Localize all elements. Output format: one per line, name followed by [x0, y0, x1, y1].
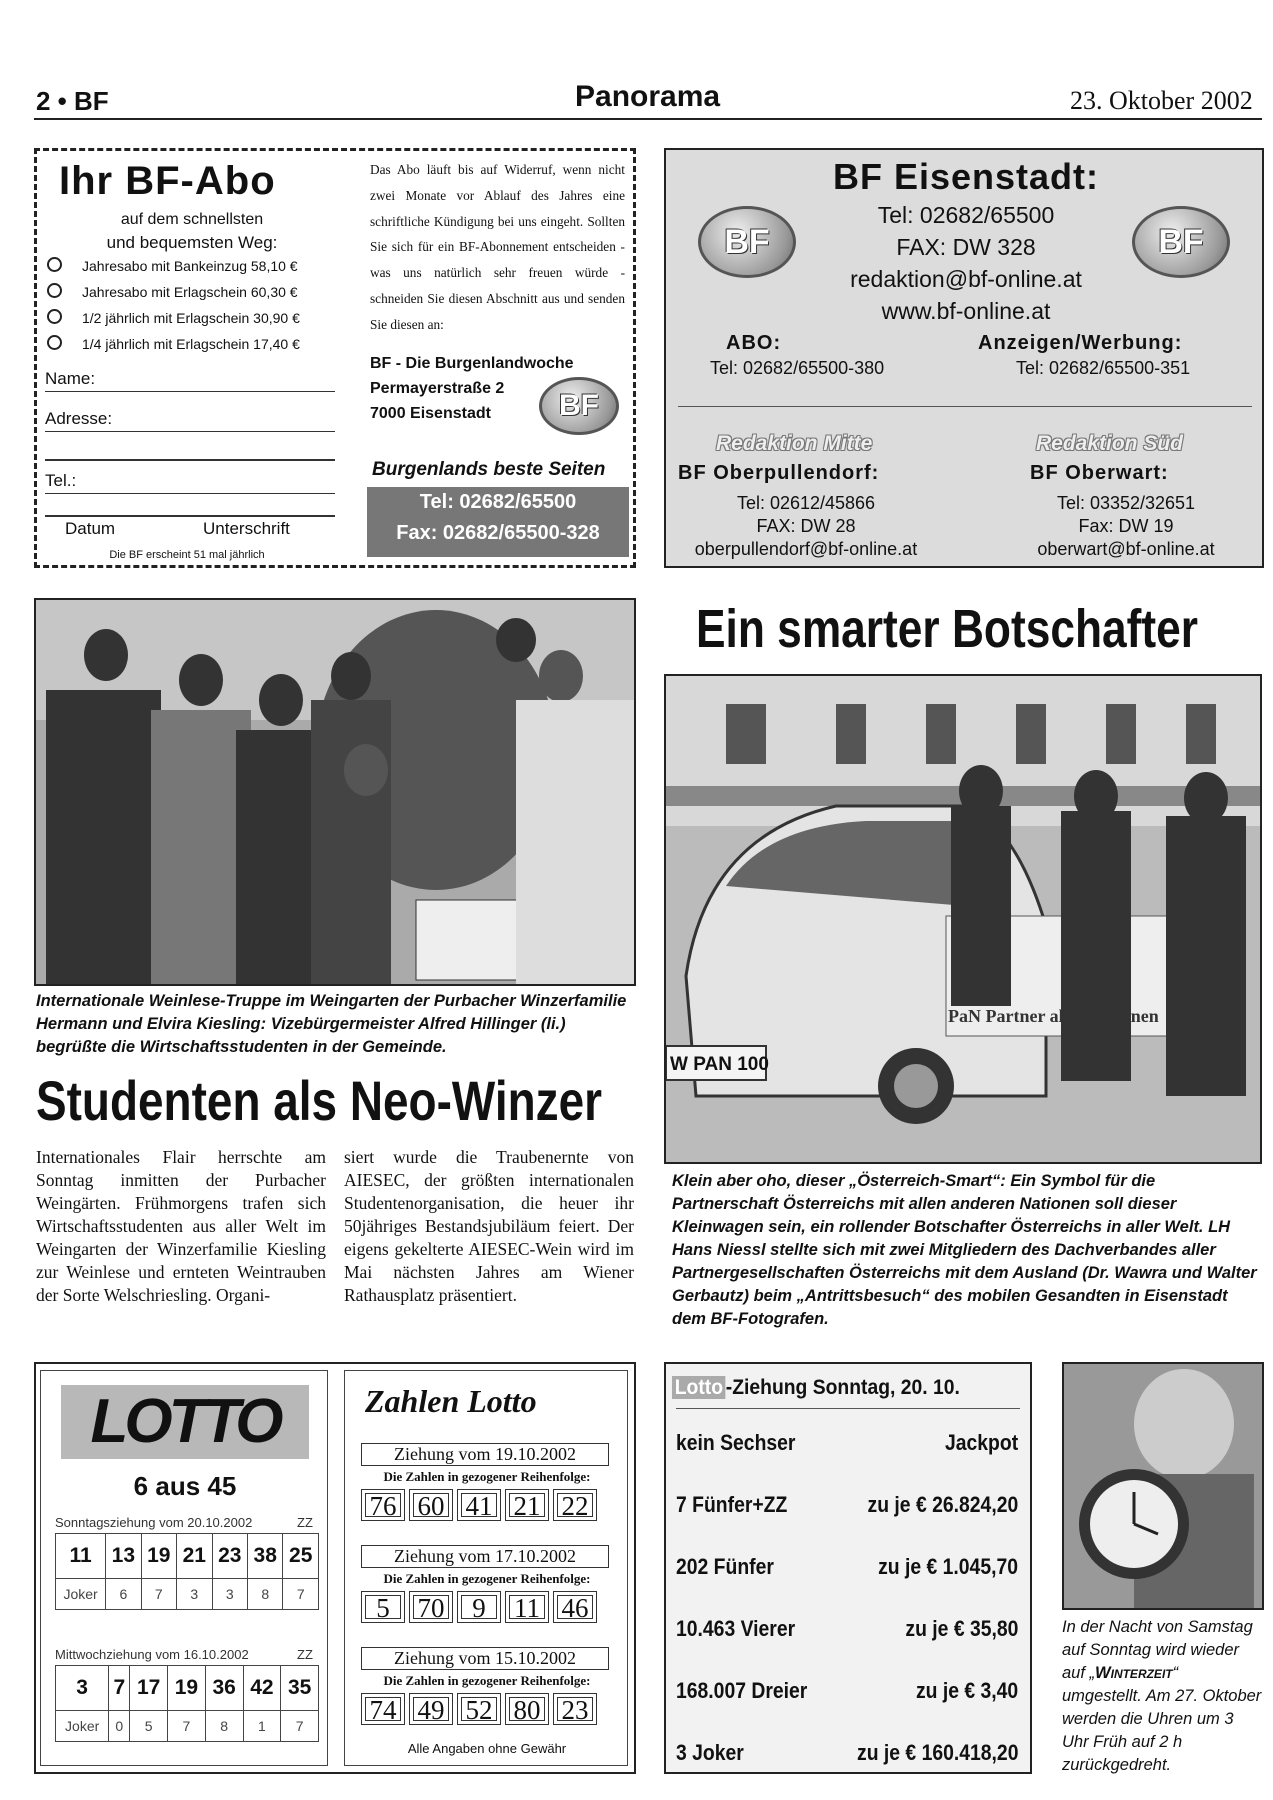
lotto-numbers-table — [55, 1665, 319, 1742]
zusatzzahl-label: ZZ — [297, 1647, 313, 1662]
payout-amount: zu je € 160.418,20 — [856, 1740, 1018, 1765]
signature-line[interactable] — [45, 515, 335, 517]
abo-terms: Das Abo läuft bis auf Widerruf, wenn nicht zwei Monate vor Ablauf des Jahres eine schriftliche Kündigung bei uns eingeht. Sollten Sie sich für ein BF-Abonnement entscheiden - was uns natürlich sehr freuen würde - schneiden Sie diesen Abschnitt aus und senden Sie diesen an: — [370, 162, 625, 332]
payout-divider — [676, 1408, 1020, 1409]
bf-logo-icon: BF — [1132, 206, 1230, 278]
lotto-number: 38 — [247, 1534, 282, 1579]
radio-circle-icon[interactable] — [47, 309, 62, 324]
contact-box — [664, 148, 1264, 568]
zahlenlotto-number: 80 — [505, 1693, 549, 1725]
zahlenlotto-draw-title: Ziehung vom 15.10.2002 — [361, 1647, 609, 1670]
phone-field[interactable]: Tel.: — [45, 471, 335, 494]
joker-digit: 3 — [212, 1579, 247, 1610]
payout-tier: 3 Joker — [676, 1740, 744, 1765]
office-contact: Tel: 02612/45866 FAX: DW 28 oberpullendorf@bf-online.at — [694, 493, 918, 559]
signature-label: Unterschrift — [203, 519, 290, 538]
zahlenlotto-number: 52 — [457, 1693, 501, 1725]
abo-option[interactable]: 1/2 jährlich mit Erlagschein 30,90 € — [47, 309, 300, 326]
winterzeit-caption: In der Nacht von Samstag auf Sonntag wird wieder auf „Winterzeit“ umgestellt. Am 27. Oktober werden die Uhren um 3 Uhr Früh auf 2 h zurückgedreht. — [1062, 1618, 1262, 1774]
zahlenlotto-number: 70 — [409, 1591, 453, 1623]
lotto-payout-box — [664, 1362, 1032, 1774]
payout-title: Lotto -Ziehung Sonntag, 20. 10. — [672, 1376, 960, 1400]
bf-logo-icon: BF — [698, 206, 796, 278]
address-line[interactable] — [45, 459, 335, 461]
lotto-zusatzzahl: 25 — [283, 1534, 319, 1579]
lotto-draw-title: Mittwochziehung vom 16.10.2002 — [55, 1647, 249, 1662]
abo-option[interactable]: 1/4 jährlich mit Erlagschein 17,40 € — [47, 335, 300, 352]
smart-car-illustration — [666, 676, 1262, 1164]
joker-digit: 1 — [243, 1711, 281, 1742]
baby-clock-photo — [1062, 1362, 1264, 1610]
section-title: Panorama — [575, 80, 721, 113]
joker-digit: 8 — [247, 1579, 282, 1610]
zahlenlotto-panel — [344, 1370, 628, 1766]
zahlenlotto-number: 21 — [505, 1489, 549, 1521]
abo-slogan: Burgenlands beste Seiten — [372, 459, 606, 480]
zahlenlotto-number: 74 — [361, 1693, 405, 1725]
abo-phone: Tel: 02682/65500-380 — [710, 358, 885, 378]
zahlenlotto-draw-subtitle: Die Zahlen in gezogener Reihenfolge: — [383, 1673, 591, 1688]
contact-divider — [678, 406, 1252, 407]
joker-label: Joker — [56, 1579, 106, 1610]
zahlenlotto-number: 23 — [553, 1693, 597, 1725]
students-article-col2: siert wurde die Traubenernte von AIESEC, der größten internationalen Studentenorganisation, die heuer ihr 50jähriges Bestandsjubiläum feiert. Der eigens gekelterte AIESEC-Wein wird im Mai nächsten Jahres am Wiener Rathausplatz präsentiert. — [344, 1147, 634, 1305]
payout-amount: zu je € 3,40 — [915, 1678, 1018, 1703]
zusatzzahl-label: ZZ — [297, 1515, 313, 1530]
payout-tier: 10.463 Vierer — [676, 1616, 796, 1641]
lotto-numbers-table — [55, 1533, 319, 1610]
lotto-number: 13 — [106, 1534, 141, 1579]
contact-web[interactable]: www.bf-online.at — [881, 298, 1051, 324]
payout-amount: Jackpot — [944, 1430, 1018, 1455]
lotto-number: 3 — [56, 1666, 109, 1711]
zahlenlotto-number: 49 — [409, 1693, 453, 1725]
ads-label: Anzeigen/Werbung: — [978, 332, 1183, 354]
zahlenlotto-draw-title: Ziehung vom 17.10.2002 — [361, 1545, 609, 1568]
zahlenlotto-number: 41 — [457, 1489, 501, 1521]
ads-phone: Tel: 02682/65500-351 — [1016, 358, 1191, 378]
radio-circle-icon[interactable] — [47, 335, 62, 350]
zahlenlotto-draw-subtitle: Die Zahlen in gezogener Reihenfolge: — [383, 1469, 591, 1484]
joker-digit: 7 — [141, 1579, 176, 1610]
zahlenlotto-disclaimer: Alle Angaben ohne Gewähr — [407, 1741, 567, 1756]
students-photo-caption: Internationale Weinlese-Truppe im Weingarten der Purbacher Winzerfamilie Hermann und Elvira Kiesling: Vizebürgermeister Alfred Hillinger (li.) begrüßte die Wirtschaftsstudenten in der Gemeinde. — [36, 992, 627, 1056]
students-article-col1: Internationales Flair herrschte am Sonntag inmitten der Purbacher Weingärten. Frühmorgens trafen sich Wirtschaftsstudenten aus aller Welt im Weingarten der Winzerfamilie Kiesling zur Weinlese und ernteten Weintrauben der Sorte Welschriesling. Organi- — [36, 1147, 326, 1305]
zahlenlotto-draw-title: Ziehung vom 19.10.2002 — [361, 1443, 609, 1466]
vineyard-photo-illustration — [36, 600, 636, 986]
lotto-number: 19 — [168, 1666, 206, 1711]
abo-option[interactable]: Jahresabo mit Erlagschein 60,30 € — [47, 283, 298, 300]
zahlenlotto-number: 5 — [361, 1591, 405, 1623]
contact-email[interactable]: redaktion@bf-online.at — [850, 266, 1082, 292]
joker-digit: 7 — [281, 1711, 319, 1742]
abo-contact-box: Tel: 02682/65500 Fax: 02682/65500-328 — [367, 487, 629, 557]
lotto-zusatzzahl: 35 — [281, 1666, 319, 1711]
lotto-number: 36 — [205, 1666, 243, 1711]
zahlenlotto-number: 11 — [505, 1591, 549, 1623]
abo-title: Ihr BF-Abo — [59, 159, 276, 203]
abo-label: ABO: — [726, 332, 782, 354]
payout-tier: 7 Fünfer+ZZ — [676, 1492, 788, 1517]
page-number: 2 • BF — [36, 86, 109, 116]
zahlenlotto-number: 22 — [553, 1489, 597, 1521]
zahlenlotto-number: 60 — [409, 1489, 453, 1521]
payout-tier: 168.007 Dreier — [676, 1678, 808, 1703]
joker-label: Joker — [56, 1711, 109, 1742]
license-plate: W PAN 100 — [670, 1054, 769, 1075]
payout-amount: zu je € 26.824,20 — [867, 1492, 1018, 1517]
payout-amount: zu je € 1.045,70 — [878, 1554, 1018, 1579]
lotto-panel — [40, 1370, 328, 1766]
abo-option[interactable]: Jahresabo mit Bankeinzug 58,10 € — [47, 257, 298, 274]
lotto-number: 23 — [212, 1534, 247, 1579]
abo-subtitle: und bequemsten Weg: — [106, 233, 278, 252]
joker-digit: 5 — [130, 1711, 168, 1742]
date-label: Datum — [65, 519, 116, 538]
smart-headline: Ein smarter Botschafter — [696, 599, 1199, 659]
issue-date: 23. Oktober 2002 — [1070, 86, 1253, 115]
office-name: BF Oberwart: — [1030, 462, 1169, 484]
smart-car-photo — [664, 674, 1262, 1164]
joker-digit: 7 — [283, 1579, 319, 1610]
lotto-logo: LOTTO — [61, 1385, 309, 1459]
office-region-label: Redaktion Mitte — [716, 432, 873, 455]
publisher-address: BF - Die Burgenlandwoche Permayerstraße 2 7000 Eisenstadt — [370, 355, 574, 422]
zahlenlotto-number: 9 — [457, 1591, 501, 1623]
contact-title: BF Eisenstadt: — [832, 156, 1100, 197]
lotto-number: 19 — [141, 1534, 176, 1579]
students-headline: Studenten als Neo-Winzer — [36, 1069, 603, 1132]
lotto-draw-title: Sonntagsziehung vom 20.10.2002 — [55, 1515, 253, 1530]
zahlenlotto-logo: Zahlen Lotto — [365, 1383, 537, 1419]
smart-photo-caption: Klein aber oho, dieser „Österreich-Smart“: Ein Symbol für die Partnerschaft Österreichs mit allen anderen Nationen soll dieser Kleinwagen sein, ein rollender Botschafter Österreichs in aller Welt. LH Hans Niessl stellte sich mit zwei Mitgliedern des Dachverbandes aller Partnergesellschaften Österreichs mit dem Ausland (Dr. Wawra und Walter Gerbautz) beim „Antrittsbesuch“ des mobilen Gesandten in Eisenstadt dem BF-Fotografen. — [672, 1172, 1257, 1328]
contact-tel: Tel: 02682/65500 — [877, 202, 1055, 228]
zahlenlotto-number: 76 — [361, 1489, 405, 1521]
vineyard-photo — [34, 598, 636, 986]
zahlenlotto-numbers — [361, 1489, 597, 1521]
publication-note: Die BF erscheint 51 mal jährlich — [109, 549, 265, 561]
zahlenlotto-numbers — [361, 1693, 597, 1725]
header-rule — [34, 118, 1262, 120]
address-field[interactable]: Adresse: — [45, 409, 335, 432]
lotto-format: 6 aus 45 — [133, 1471, 237, 1501]
office-region-label: Redaktion Süd — [1036, 432, 1184, 455]
payout-tier: kein Sechser — [676, 1430, 796, 1455]
radio-circle-icon[interactable] — [47, 283, 62, 298]
baby-clock-illustration — [1064, 1364, 1264, 1610]
joker-digit: 8 — [205, 1711, 243, 1742]
abo-coupon — [34, 148, 636, 568]
joker-digit: 6 — [106, 1579, 141, 1610]
zahlenlotto-draw-subtitle: Die Zahlen in gezogener Reihenfolge: — [383, 1571, 591, 1586]
lotto-number: 17 — [130, 1666, 168, 1711]
lotto-number: 42 — [243, 1666, 281, 1711]
name-field[interactable]: Name: — [45, 369, 335, 392]
joker-digit: 3 — [177, 1579, 212, 1610]
zahlenlotto-numbers — [361, 1591, 597, 1623]
lotto-number: 21 — [177, 1534, 212, 1579]
office-contact: Tel: 03352/32651 Fax: DW 19 oberwart@bf-online.at — [1037, 493, 1215, 559]
payout-tier: 202 Fünfer — [676, 1554, 774, 1579]
radio-circle-icon[interactable] — [47, 257, 62, 272]
office-name: BF Oberpullendorf: — [678, 462, 880, 484]
abo-subtitle: auf dem schnellsten — [120, 211, 264, 228]
contact-fax: FAX: DW 328 — [896, 234, 1036, 260]
joker-digit: 0 — [109, 1711, 130, 1742]
zahlenlotto-number: 46 — [553, 1591, 597, 1623]
payout-amount: zu je € 35,80 — [904, 1616, 1018, 1641]
bf-logo-icon: BF — [539, 377, 619, 435]
car-label: PaN Partner aller Nationen — [948, 1006, 1159, 1026]
lotto-number: 7 — [109, 1666, 130, 1711]
joker-digit: 7 — [168, 1711, 206, 1742]
lotto-number: 11 — [56, 1534, 106, 1579]
